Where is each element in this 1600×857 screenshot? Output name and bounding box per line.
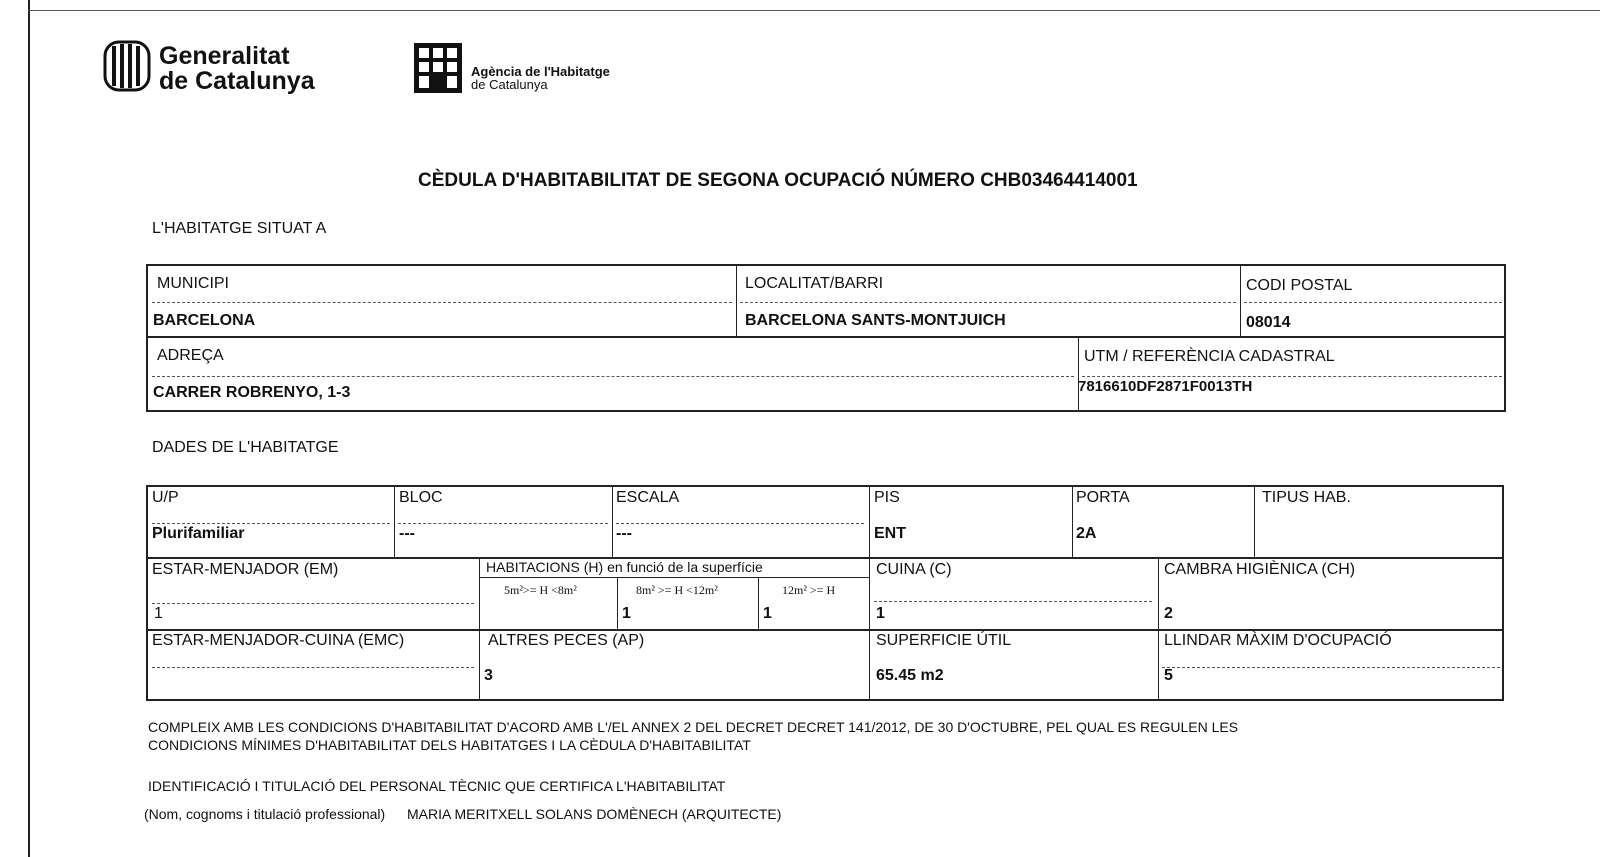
row-divider	[479, 577, 869, 578]
escala-value: ---	[616, 525, 632, 542]
codi-postal-value: 08014	[1246, 314, 1291, 331]
hab-range-2: 8m² >= H <12m²	[636, 583, 718, 597]
row-divider	[148, 336, 1506, 338]
page-border-left	[28, 0, 30, 857]
col-divider	[1158, 557, 1159, 701]
altres-peces-value: 3	[484, 667, 493, 684]
col-divider	[869, 487, 870, 557]
superficie-util-value: 65.45 m2	[876, 667, 944, 684]
llindar-label: LLINDAR MÀXIM D'OCUPACIÓ	[1164, 632, 1392, 649]
up-label: U/P	[152, 489, 179, 506]
technician-heading: IDENTIFICACIÓ I TITULACIÓ DEL PERSONAL TÈCNIC QUE CERTIFICA L'HABITABILITAT	[148, 778, 726, 794]
habitacions-label: HABITACIONS (H) en funció de la superfície	[486, 559, 763, 575]
localitat-value: BARCELONA SANTS-MONTJUICH	[745, 312, 1006, 329]
adreca-value: CARRER ROBRENYO, 1-3	[153, 384, 351, 401]
agency-grid-icon	[413, 42, 463, 94]
document-title: CÈDULA D'HABITABILITAT DE SEGONA OCUPACIÓ NÚMERO CHB03464414001	[418, 170, 1138, 191]
dashed-line	[616, 523, 864, 525]
superficie-util-label: SUPERFICIE ÚTIL	[876, 632, 1012, 649]
codi-postal-label: CODI POSTAL	[1246, 277, 1353, 294]
adreca-label: ADREÇA	[157, 347, 224, 364]
porta-value: 2A	[1076, 525, 1097, 542]
dashed-line	[740, 302, 1236, 304]
col-divider	[1078, 336, 1079, 412]
em-label: ESTAR-MENJADOR (EM)	[152, 561, 339, 578]
compliance-line-2: CONDICIONS MÍNIMES D'HABITABILITAT DELS HABITATGES I LA CÈDULA D'HABITABILITAT	[148, 737, 751, 753]
dwelling-section-heading: DADES DE L'HABITATGE	[152, 439, 339, 456]
col-divider	[869, 557, 870, 701]
technician-row	[144, 805, 781, 823]
col-divider	[758, 577, 759, 629]
dashed-line	[1244, 302, 1502, 304]
pis-label: PIS	[874, 489, 900, 506]
dashed-line	[1162, 667, 1500, 669]
row-divider	[148, 557, 1504, 559]
col-divider	[394, 487, 395, 557]
col-divider	[1254, 487, 1255, 557]
porta-label: PORTA	[1076, 489, 1130, 506]
generalitat-emblem-icon	[103, 40, 151, 92]
page-border-top	[28, 10, 1600, 11]
col-divider	[617, 577, 618, 629]
hab-value-1: 1	[622, 605, 631, 622]
dashed-line	[152, 376, 1074, 378]
compliance-line-1: COMPLEIX AMB LES CONDICIONS D'HABITABILITAT D'ACORD AMB L'/EL ANNEX 2 DEL DECRET DECRET 141/2012, DE 30 D'OCTUBRE, PEL QUAL ES REGULEN LES	[148, 719, 1239, 735]
up-value: Plurifamiliar	[152, 525, 245, 542]
agency-line2: de Catalunya	[471, 77, 548, 92]
hab-value-2: 1	[763, 605, 772, 622]
generalitat-logo	[103, 40, 151, 97]
technician-value: MARIA MERITXELL SOLANS DOMÈNECH (ARQUITECTE)	[407, 806, 782, 822]
generalitat-line2: de Catalunya	[159, 67, 315, 95]
tipus-hab-label: TIPUS HAB.	[1262, 489, 1351, 506]
location-table	[146, 264, 1506, 412]
dashed-line	[398, 523, 608, 525]
agency-name	[471, 65, 610, 91]
cuina-label: CUINA (C)	[876, 561, 952, 578]
llindar-value: 5	[1164, 667, 1173, 684]
hab-value-3: 1	[876, 605, 885, 622]
col-divider	[1240, 266, 1241, 336]
dashed-line	[874, 601, 1152, 603]
municipi-value: BARCELONA	[153, 312, 256, 329]
col-divider	[736, 266, 737, 336]
agency-logo	[413, 42, 463, 99]
dashed-line	[152, 603, 474, 605]
hab-range-1: 5m²>= H <8m²	[504, 583, 577, 597]
escala-label: ESCALA	[616, 489, 680, 506]
utm-label: UTM / REFERÈNCIA CADASTRAL	[1084, 348, 1335, 365]
emc-label: ESTAR-MENJADOR-CUINA (EMC)	[152, 632, 405, 649]
cambra-higienica-value: 2	[1164, 605, 1173, 622]
altres-peces-label: ALTRES PECES (AP)	[488, 632, 645, 649]
hab-range-3: 12m² >= H	[782, 583, 836, 597]
em-value: 1	[154, 605, 163, 622]
bloc-label: BLOC	[399, 489, 443, 506]
location-section-heading: L'HABITATGE SITUAT A	[152, 220, 327, 237]
col-divider	[612, 487, 613, 557]
row-divider	[148, 629, 1504, 631]
localitat-label: LOCALITAT/BARRI	[745, 275, 884, 292]
technician-label: (Nom, cognoms i titulació professional)	[144, 806, 386, 822]
cambra-higienica-label: CAMBRA HIGIÈNICA (CH)	[1164, 561, 1356, 578]
col-divider	[479, 557, 480, 701]
compliance-note	[148, 718, 1238, 754]
agency-line1: Agència de l'Habitatge	[471, 64, 610, 79]
utm-value: 7816610DF2871F0013TH	[1078, 378, 1253, 395]
generalitat-name	[159, 44, 315, 94]
municipi-label: MUNICIPI	[157, 275, 229, 292]
bloc-value: ---	[399, 525, 415, 542]
dashed-line	[152, 302, 732, 304]
col-divider	[1072, 487, 1073, 557]
dashed-line	[152, 667, 474, 669]
generalitat-line1: Generalitat	[159, 42, 290, 70]
pis-value: ENT	[874, 525, 906, 542]
dwelling-table	[146, 485, 1504, 701]
